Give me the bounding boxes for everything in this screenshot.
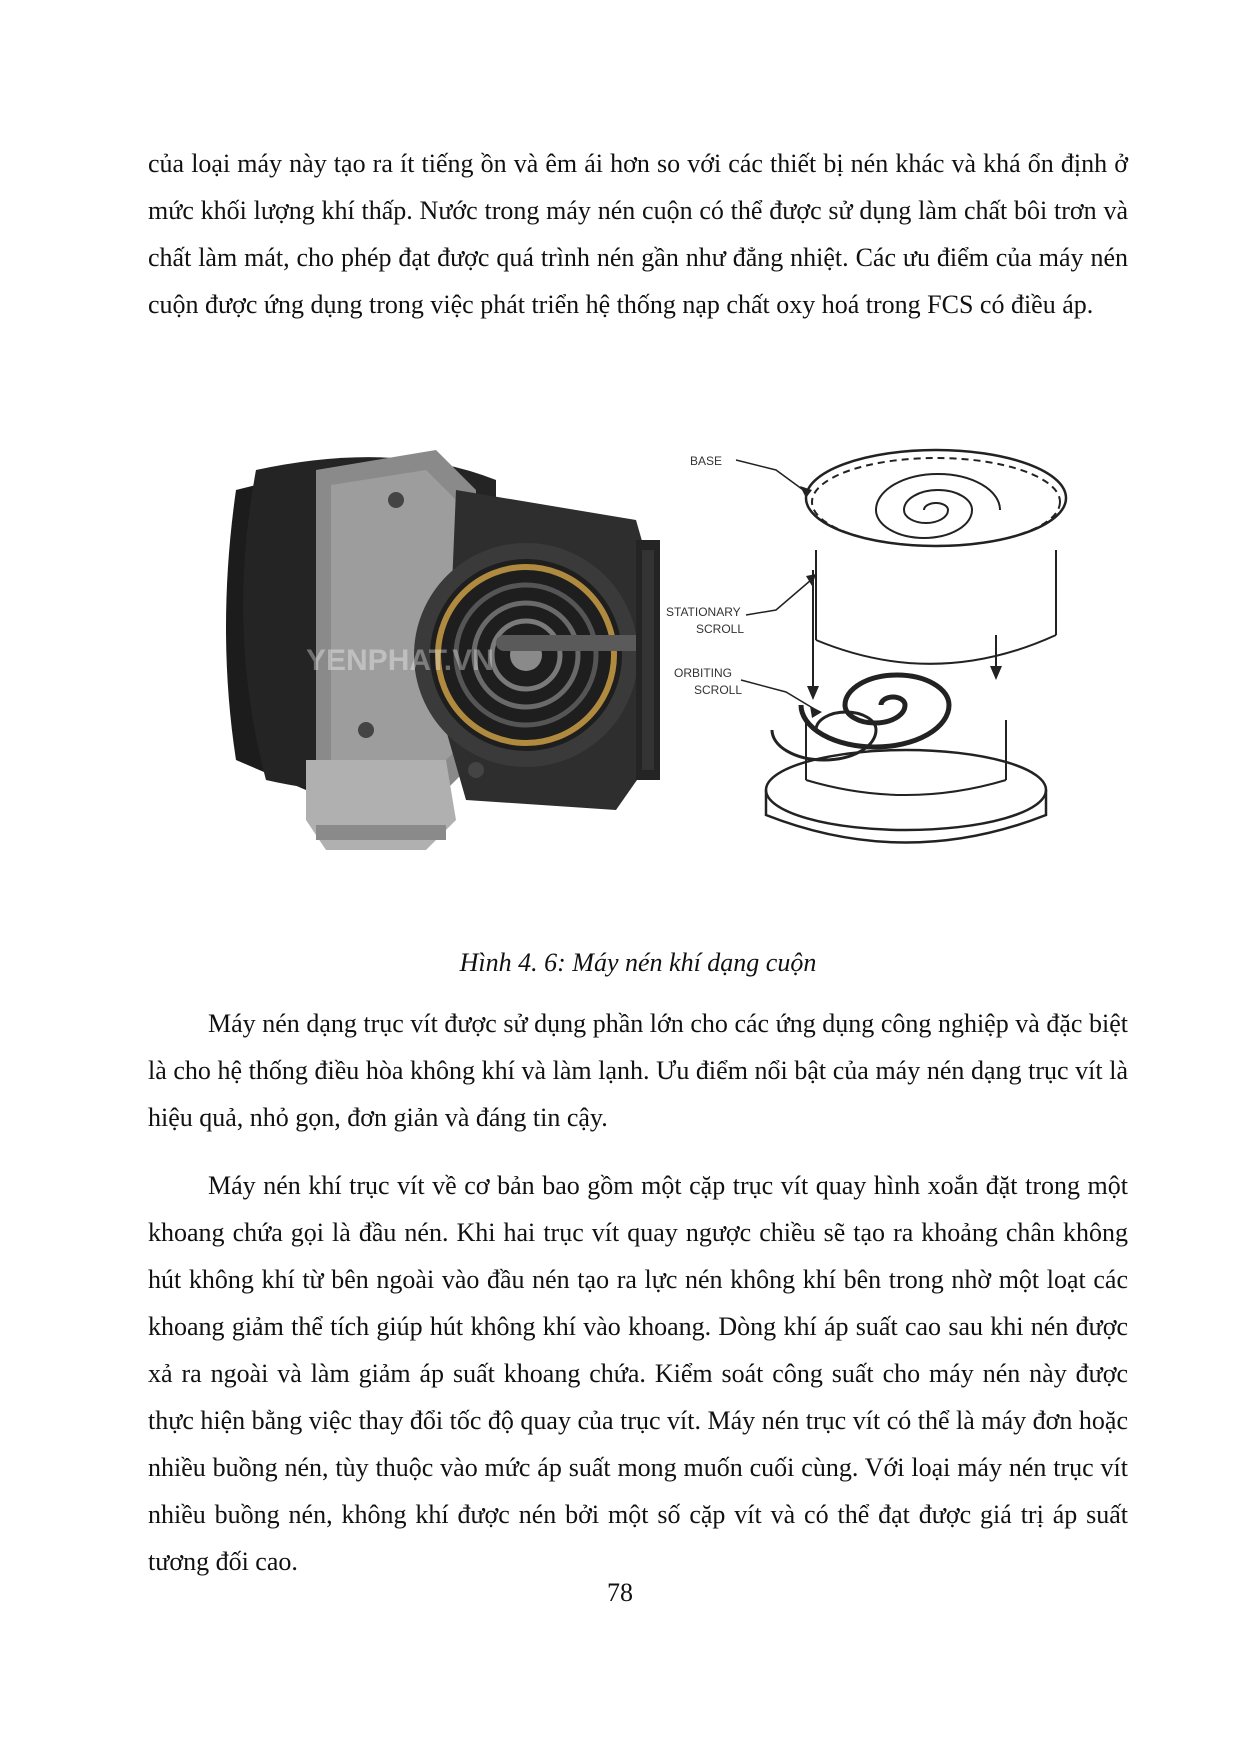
label-base: BASE (690, 454, 723, 468)
watermark-text: YENPHAT.VN (306, 644, 494, 677)
scroll-exploded-diagram (666, 430, 1076, 890)
label-orbiting-line2: SCROLL (694, 683, 743, 697)
paragraph-scroll-compressor-advantages: của loại máy này tạo ra ít tiếng ồn và êm ái hơn so với các thiết bị nén khác và khá ổn định ở mức khối lượng khí thấp. Nước trong máy nén cuộn có thể được sử dụng làm chất bôi trơn và chất làm mát, cho phép đạt được quá trình nén gần như đẳng nhiệt. Các ưu điểm của máy nén cuộn được ứng dụng trong việc phát triển hệ thống nạp chất oxy hoá trong FCS có điều áp. (148, 149, 1128, 319)
page-number: 78 (607, 1578, 633, 1607)
scroll-compressor-photo (196, 430, 676, 870)
label-stationary-line2: SCROLL (696, 622, 745, 636)
figure-caption: Hình 4. 6: Máy nén khí dạng cuộn (459, 948, 817, 977)
paragraph-screw-compressor-intro: Máy nén dạng trục vít được sử dụng phần lớn cho các ứng dụng công nghiệp và đặc biệt là cho hệ thống điều hòa không khí và làm lạnh. Ưu điểm nổi bật của máy nén dạng trục vít là hiệu quả, nhỏ gọn, đơn giản và đáng tin cậy. (148, 1009, 1128, 1132)
label-orbiting-line1: ORBITING (674, 666, 733, 680)
figure-scroll-compressor (196, 430, 1076, 890)
label-stationary-line1: STATIONARY (666, 605, 741, 619)
paragraph-screw-compressor-detail: Máy nén khí trục vít về cơ bản bao gồm một cặp trục vít quay hình xoắn đặt trong một khoang chứa gọi là đầu nén. Khi hai trục vít quay ngược chiều sẽ tạo ra khoảng chân không hút không khí từ bên ngoài vào đầu nén tạo ra lực nén không khí bên trong nhờ một loạt các khoang giảm thể tích giúp hút không khí vào khoang. Dòng khí áp suất cao sau khi nén được xả ra ngoài và làm giảm áp suất khoang chứa. Kiểm soát công suất cho máy nén này được thực hiện bằng việc thay đổi tốc độ quay của trục vít. Máy nén trục vít có thể là máy đơn hoặc nhiều buồng nén, tùy thuộc vào mức áp suất mong muốn cuối cùng. Với loại máy nén trục vít nhiều buồng nén, không khí được nén bởi một số cặp vít và có thể đạt được giá trị áp suất tương đối cao. (148, 1171, 1128, 1576)
